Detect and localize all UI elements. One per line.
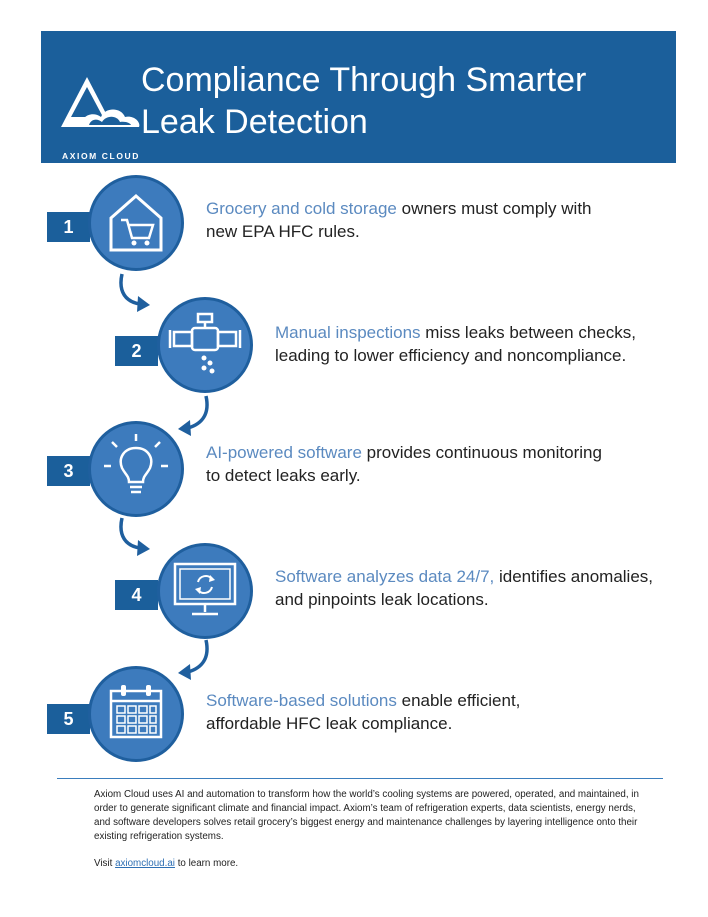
step-icon-circle <box>88 421 184 517</box>
page-title: Compliance Through Smarter Leak Detection <box>141 61 587 141</box>
header-banner <box>41 31 676 163</box>
step-4 <box>0 540 708 650</box>
monitor-refresh-icon <box>160 546 250 636</box>
step-body: provides continuous monitoring to detect leaks early. <box>206 443 602 485</box>
step-5 <box>0 662 708 772</box>
website-link[interactable]: axiomcloud.ai <box>115 858 175 869</box>
step-icon-circle <box>157 297 253 393</box>
step-text <box>275 565 675 611</box>
step-3 <box>0 418 708 528</box>
grocery-store-icon <box>91 178 181 268</box>
visit-suffix: to learn more. <box>174 858 239 869</box>
visit-prefix: Visit <box>94 858 116 869</box>
lightbulb-icon <box>91 424 181 514</box>
step-highlight: Software analyzes data 24/7, <box>275 567 495 586</box>
calendar-icon <box>91 669 181 759</box>
footer-visit <box>94 858 238 869</box>
step-number: 5 <box>47 704 90 734</box>
step-body: enable efficient, affordable HFC leak compliance. <box>206 691 521 733</box>
footer-description: Axiom Cloud uses AI and automation to transform how the world’s cooling systems are powered, operated, and maintained, in order to generate significant climate and financial impact. Axiom’s team of refrigeration experts, data scientists, energy nerds, and software developers solves retail grocery’s biggest energy and maintenance challenges by layering intelligence onto their existing refrigeration systems. <box>94 789 639 842</box>
step-text <box>206 441 606 487</box>
step-number: 4 <box>115 580 158 610</box>
logo-wordmark: AXIOM CLOUD <box>61 151 141 161</box>
step-highlight: Software-based solutions <box>206 691 397 710</box>
step-icon-circle <box>88 175 184 271</box>
leaking-pipe-icon <box>160 300 250 390</box>
step-icon-circle <box>88 666 184 762</box>
step-body: owners must comply with new EPA HFC rules. <box>206 199 592 241</box>
footer-divider <box>57 778 663 779</box>
step-text <box>206 197 626 243</box>
step-number: 1 <box>47 212 90 242</box>
step-body: identifies anomalies, and pinpoints leak locations. <box>275 567 654 609</box>
step-number: 2 <box>115 336 158 366</box>
step-text <box>275 321 675 367</box>
step-text <box>206 689 586 735</box>
mountain-cloud-icon <box>59 73 143 133</box>
step-2 <box>0 294 708 404</box>
step-body: miss leaks between checks, leading to lower efficiency and noncompliance. <box>275 323 636 365</box>
step-1 <box>0 170 708 280</box>
step-highlight: AI-powered software <box>206 443 362 462</box>
step-highlight: Grocery and cold storage <box>206 199 397 218</box>
step-icon-circle <box>157 543 253 639</box>
axiom-cloud-logo <box>59 73 141 161</box>
step-number: 3 <box>47 456 90 486</box>
step-highlight: Manual inspections <box>275 323 421 342</box>
